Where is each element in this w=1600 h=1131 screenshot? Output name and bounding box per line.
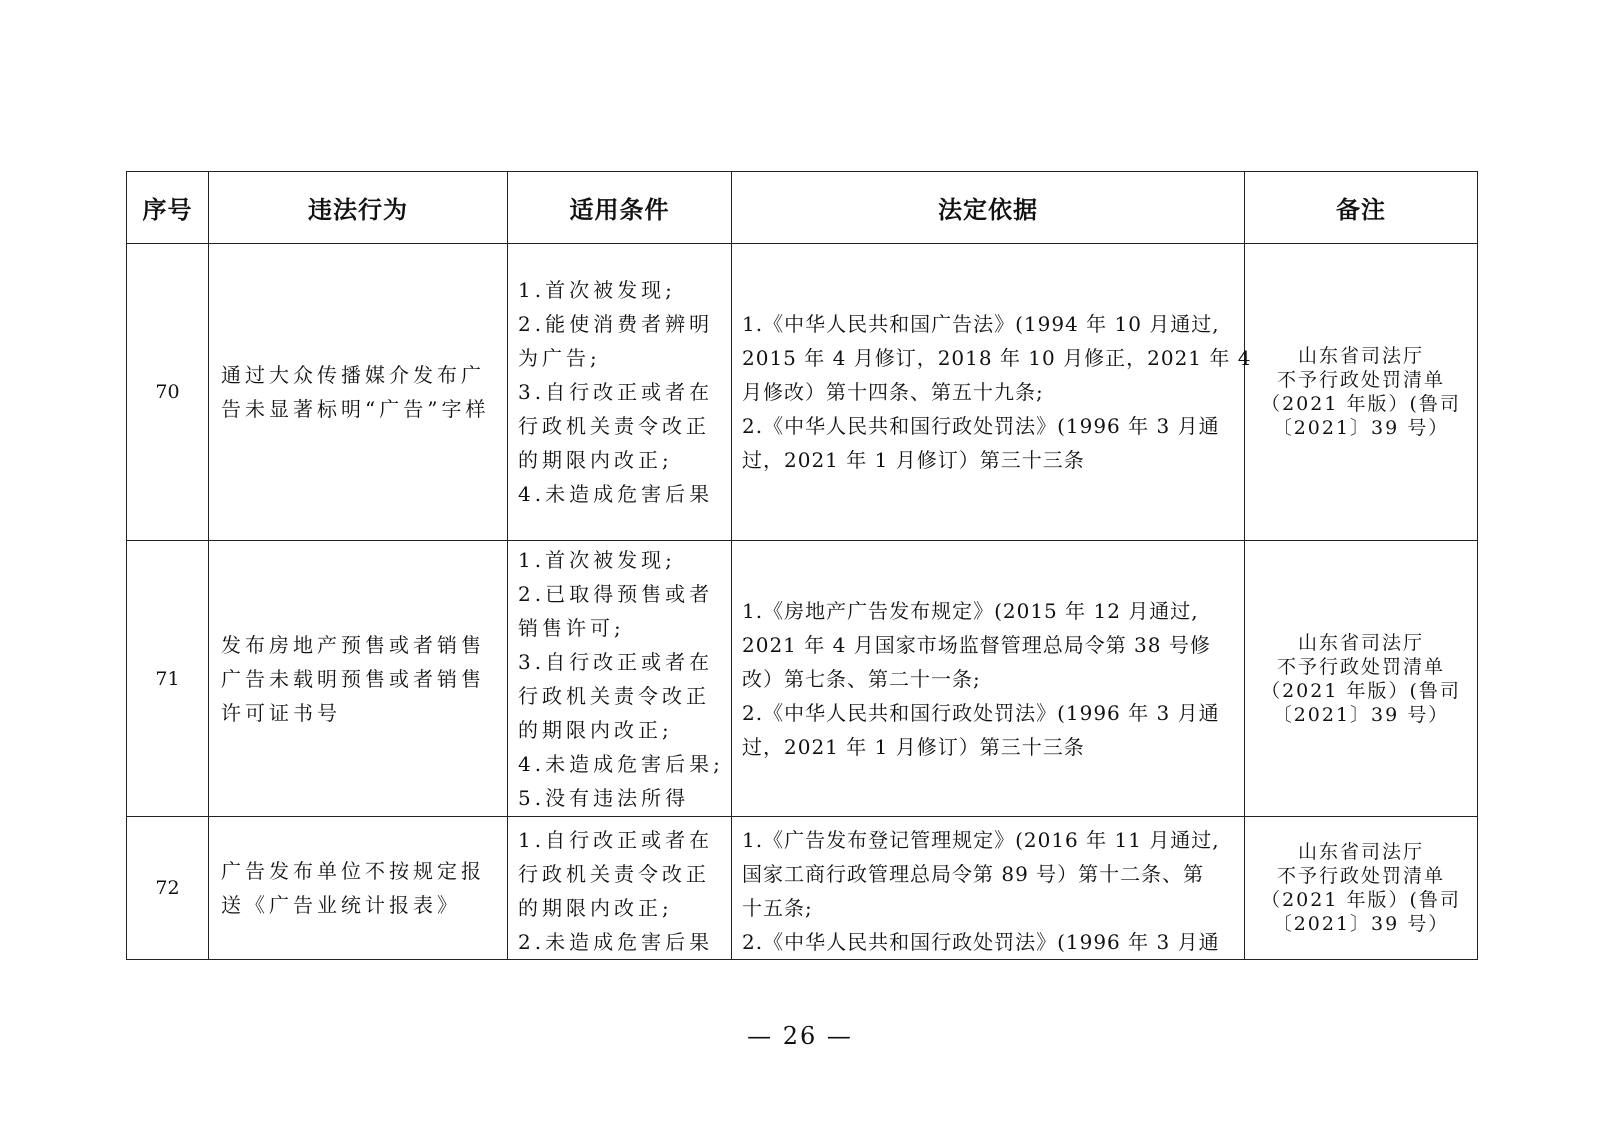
violation-line: 告未显著标明“广告”字样	[221, 397, 490, 421]
remark-line: （2021 年版）(鲁司	[1261, 679, 1461, 702]
serial-number-cell: 71	[127, 541, 209, 817]
condition-line: 的期限内改正;	[518, 717, 673, 742]
remark-line: 山东省司法厅	[1297, 841, 1424, 863]
remark-line: 〔2021〕39 号）	[1272, 913, 1450, 935]
table-row	[127, 244, 1478, 541]
legal-basis-line: 国家工商行政管理总局令第 89 号）第十二条、第	[742, 862, 1205, 886]
legal-basis-line: 2.《中华人民共和国行政处罚法》(1996 年 3 月通	[742, 930, 1220, 954]
condition-line: 1.首次被发现;	[518, 278, 676, 302]
legal-basis-line: 1.《广告发布登记管理规定》(2016 年 11 月通过,	[742, 828, 1220, 852]
condition-line: 行政机关责令改正	[518, 862, 710, 886]
header-conditions: 适用条件	[508, 172, 732, 244]
condition-line: 的期限内改正;	[518, 448, 673, 472]
conditions-cell	[508, 541, 732, 817]
violation-cell	[209, 541, 508, 817]
serial-number-cell: 72	[127, 817, 209, 960]
condition-line: 1.自行改正或者在	[518, 828, 714, 852]
legal-basis-line: 1.《中华人民共和国广告法》(1994 年 10 月通过,	[742, 312, 1220, 336]
header-legal-basis: 法定依据	[732, 172, 1245, 244]
legal-basis-line: 过，2021 年 1 月修订）第三十三条	[742, 448, 1085, 472]
remarks-cell	[1245, 817, 1478, 960]
table-row	[127, 541, 1478, 817]
condition-line: 销售许可;	[518, 615, 625, 640]
header-remarks: 备注	[1245, 172, 1478, 244]
header-serial-number: 序号	[127, 172, 209, 244]
violation-cell	[209, 817, 508, 960]
legal-basis-line: 2021 年 4 月国家市场监督管理总局令第 38 号修	[742, 632, 1211, 657]
legal-basis-line: 改）第七条、第二十一条;	[742, 666, 981, 691]
condition-line: 为广告;	[518, 346, 601, 370]
condition-line: 的期限内改正;	[518, 896, 673, 920]
header-violation: 违法行为	[209, 172, 508, 244]
conditions-cell	[508, 244, 732, 541]
remark-line: 不予行政处罚清单	[1276, 865, 1445, 887]
condition-line: 行政机关责令改正	[518, 683, 710, 708]
legal-basis-line: 2015 年 4 月修订，2018 年 10 月修正，2021 年 4	[742, 346, 1252, 370]
violation-line: 广告未载明预售或者销售	[221, 666, 485, 691]
legal-basis-line: 过，2021 年 1 月修订）第三十三条	[742, 734, 1085, 759]
remark-line: 不予行政处罚清单	[1276, 369, 1445, 391]
condition-line: 5.没有违法所得	[518, 785, 690, 810]
penalty-list-table	[126, 171, 1478, 960]
remark-line: 〔2021〕39 号）	[1272, 703, 1450, 726]
violation-line: 许可证书号	[221, 700, 341, 725]
condition-line: 2.已取得预售或者	[518, 581, 714, 606]
condition-line: 4.未造成危害后果;	[518, 751, 724, 776]
legal-basis-line: 2.《中华人民共和国行政处罚法》(1996 年 3 月通	[742, 414, 1220, 438]
legal-basis-cell	[732, 244, 1252, 541]
remark-line: （2021 年版）(鲁司	[1261, 393, 1461, 415]
condition-line: 2.能使消费者辨明	[518, 312, 714, 336]
legal-basis-line: 月修改）第十四条、第五十九条;	[742, 380, 1044, 404]
serial-number-cell: 70	[127, 244, 209, 541]
table-header-row	[127, 172, 1478, 244]
violation-cell	[209, 244, 508, 541]
remark-line: 不予行政处罚清单	[1276, 655, 1445, 678]
page-number: — 26 —	[747, 1022, 853, 1050]
remark-line: 山东省司法厅	[1297, 345, 1424, 367]
legal-basis-cell	[732, 541, 1245, 817]
violation-line: 通过大众传播媒介发布广	[221, 363, 485, 387]
remark-line: 山东省司法厅	[1297, 631, 1424, 654]
legal-basis-cell	[732, 817, 1245, 960]
conditions-cell	[508, 817, 732, 960]
violation-line: 送《广告业统计报表》	[221, 893, 461, 917]
condition-line: 3.自行改正或者在	[518, 649, 714, 674]
condition-line: 2.未造成危害后果	[518, 930, 714, 954]
legal-basis-line: 1.《房地产广告发布规定》(2015 年 12 月通过,	[742, 598, 1199, 623]
remarks-cell	[1245, 541, 1478, 817]
remarks-cell	[1245, 244, 1478, 541]
condition-line: 1.首次被发现;	[518, 547, 676, 572]
legal-basis-line: 2.《中华人民共和国行政处罚法》(1996 年 3 月通	[742, 700, 1220, 725]
condition-line: 3.自行改正或者在	[518, 380, 714, 404]
remark-line: 〔2021〕39 号）	[1272, 417, 1450, 439]
table-row	[127, 817, 1478, 960]
condition-line: 4.未造成危害后果	[518, 482, 714, 506]
condition-line: 行政机关责令改正	[518, 414, 710, 438]
remark-line: （2021 年版）(鲁司	[1261, 889, 1461, 911]
violation-line: 广告发布单位不按规定报	[221, 859, 485, 883]
legal-basis-line: 十五条;	[742, 896, 813, 920]
violation-line: 发布房地产预售或者销售	[221, 632, 485, 657]
